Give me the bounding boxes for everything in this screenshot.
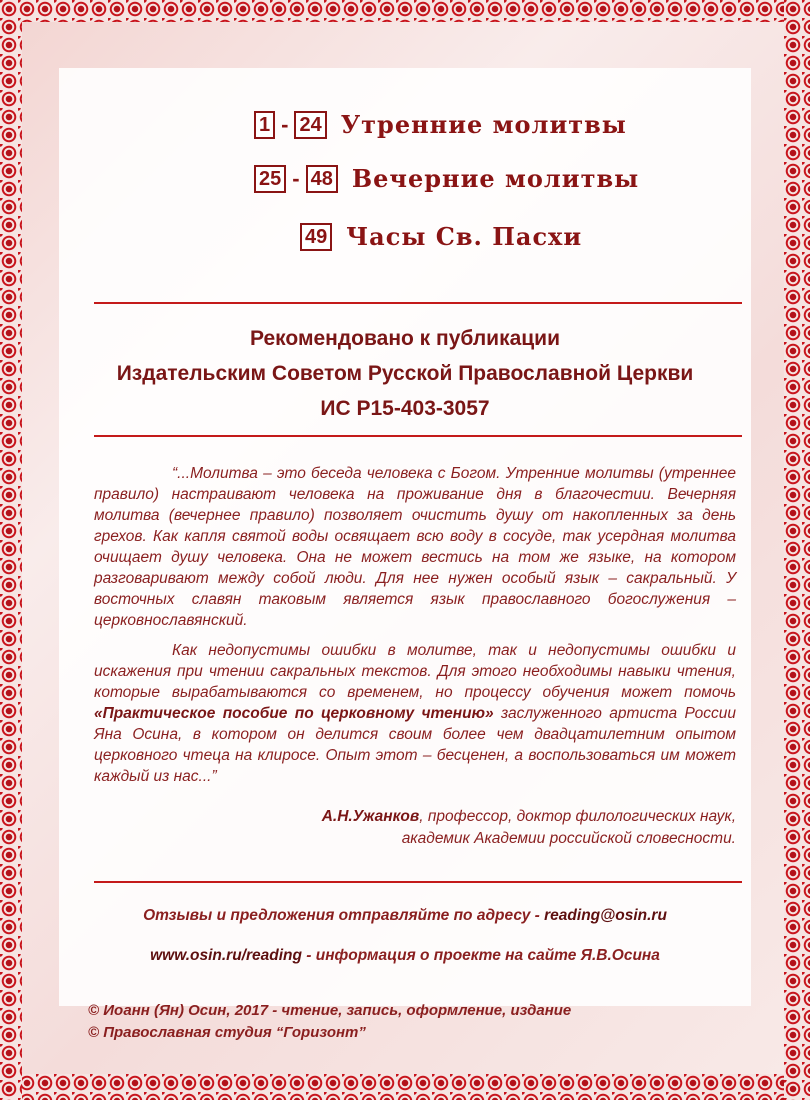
feedback-text: Отзывы и предложения отправляйте по адресу - xyxy=(143,907,545,924)
recommendation-code: ИС Р15-403-3057 xyxy=(320,397,490,420)
recommendation-line: Издательским Советом Русской Православной Церкви xyxy=(116,362,694,385)
website-line xyxy=(60,947,750,965)
book-title: «Практическое пособие по церковному чтению» xyxy=(94,705,494,722)
website-text: - информация о проекте на сайте Я.В.Осина xyxy=(301,947,660,964)
copyright-line: © Православная студия “Горизонт” xyxy=(88,1024,366,1041)
copyright-block xyxy=(88,1000,571,1044)
toc-start-number: 1 xyxy=(254,111,275,139)
toc-start-number: 49 xyxy=(300,223,332,251)
toc-item-paschal-hours[interactable] xyxy=(300,222,582,251)
quote-text: заслуженного артиста России Яна Осина, в котором он делится своим более чем двадцатилетним опытом церковного чтеца на клиросе. Опыт этот – бесценен, а воспользоваться им может каждый из нас...” xyxy=(94,705,736,785)
toc-dash: - xyxy=(292,165,300,191)
toc-dash: - xyxy=(281,111,289,137)
quote-paragraph xyxy=(94,640,736,787)
toc-start-number: 25 xyxy=(254,165,286,193)
divider xyxy=(94,435,742,437)
recommendation-block xyxy=(60,321,750,426)
email-link[interactable]: reading@osin.ru xyxy=(544,907,667,924)
recommendation-line: Рекомендовано к публикации xyxy=(250,327,560,350)
quote-author xyxy=(322,806,736,850)
author-title: , профессор, доктор филологических наук, xyxy=(419,808,736,825)
feedback-line xyxy=(60,907,750,925)
divider xyxy=(94,302,742,304)
ornament-border-right xyxy=(784,0,810,1100)
toc-title: Часы Св. Пасхи xyxy=(346,222,583,251)
divider xyxy=(94,881,742,883)
toc-item-evening[interactable] xyxy=(254,164,639,193)
quote-text: Как недопустимы ошибки в молитве, так и недопустимы ошибки и искажения при чтении сакральных текстов. Для этого необходимы навыки чтения, которые вырабатываются со временем, но процессу обучения может помочь xyxy=(94,642,736,701)
copyright-line: © Иоанн (Ян) Осин, 2017 - чтение, запись, оформление, издание xyxy=(88,1002,572,1019)
toc-end-number: 24 xyxy=(294,111,326,139)
ornament-border-bottom xyxy=(0,1074,810,1100)
toc-title: Утренние молитвы xyxy=(340,110,627,139)
ornament-border-top xyxy=(0,0,810,22)
author-line xyxy=(322,806,736,828)
toc-title: Вечерние молитвы xyxy=(351,164,640,193)
website-link[interactable]: www.osin.ru/reading xyxy=(150,947,302,964)
quote-paragraph: “...Молитва – это беседа человека с Богом. Утренние молитвы (утреннее правило) настраивают человека на проживание дня в благочестии. Вечерняя молитва (вечернее правило) позволяет очистить душу от накопленных за день грехов. Как капля святой воды освящает всю воду в сосуде, так усердная молитва очищает душу человека. Она не может вестись на том же языке, на котором разговаривают между собой люди. Для нее нужен особый язык – сакральный. У восточных славян таковым является язык православного богослужения – церковнославянский. xyxy=(94,465,736,629)
toc-item-morning[interactable] xyxy=(254,110,627,139)
quote-block xyxy=(94,463,736,796)
author-name: А.Н.Ужанков xyxy=(321,808,420,825)
author-line: академик Академии российской словесности. xyxy=(401,830,736,847)
toc-end-number: 48 xyxy=(306,165,338,193)
ornament-border-left xyxy=(0,0,22,1100)
